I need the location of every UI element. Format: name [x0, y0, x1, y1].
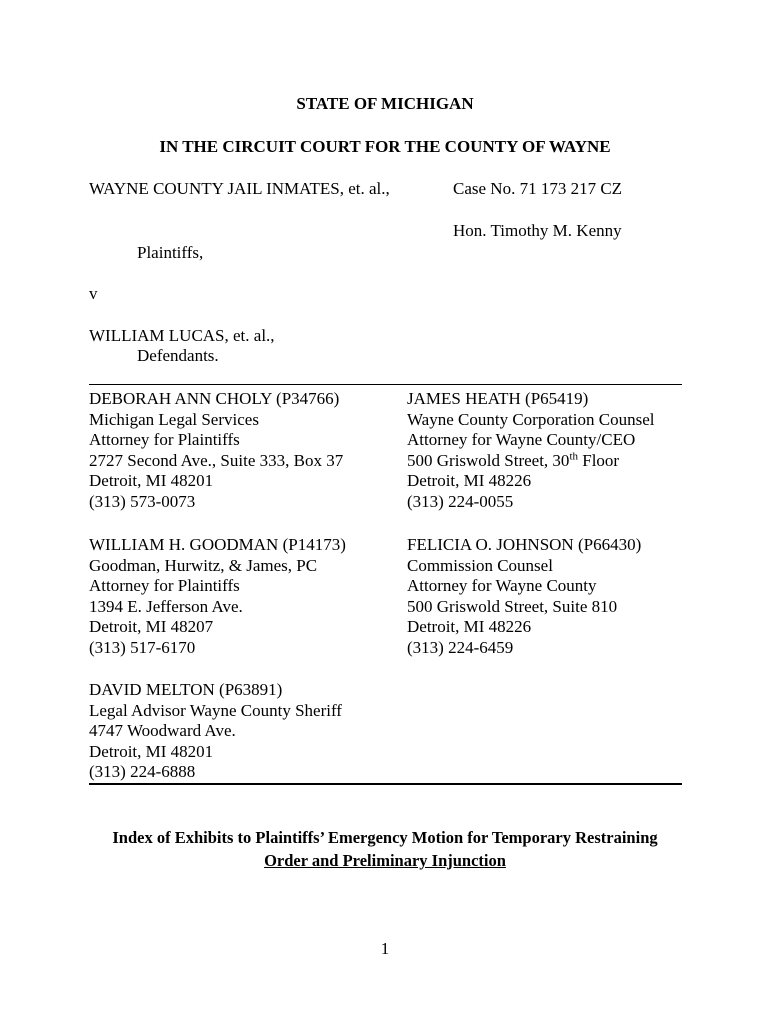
attorney-city: Detroit, MI 48226: [407, 617, 532, 637]
attorney-org: Wayne County Corporation Counsel: [407, 409, 655, 429]
document-title-line1: Index of Exhibits to Plaintiffs’ Emergency Motion for Temporary Restraining: [112, 828, 658, 847]
case-number: Case No. 71 173 217 CZ: [453, 179, 623, 198]
attorney-org: Goodman, Hurwitz, & James, PC: [89, 555, 318, 575]
document-title-line2: [0, 850, 770, 872]
versus-label: v: [89, 284, 98, 303]
counsel-block-goodman: [89, 535, 346, 659]
counsel-block-melton: [89, 680, 342, 783]
counsel-block-heath: [407, 389, 654, 513]
counsel-block-johnson: [407, 535, 641, 659]
attorney-city: Detroit, MI 48201: [89, 471, 214, 491]
attorney-city: Detroit, MI 48207: [89, 617, 214, 637]
attorney-address: 2727 Second Ave., Suite 333, Box 37: [89, 450, 344, 470]
attorney-name: WILLIAM H. GOODMAN (P14173): [89, 535, 346, 554]
document-title-line2-text: Order and Preliminary Injunction: [264, 851, 506, 870]
attorney-role: Attorney for Wayne County/CEO: [407, 430, 636, 450]
attorney-address: [407, 451, 654, 472]
plaintiffs-name: WAYNE COUNTY JAIL INMATES, et. al.,: [89, 179, 390, 198]
defendants-label: Defendants.: [137, 346, 219, 365]
attorney-org: Legal Advisor Wayne County Sheriff: [89, 700, 342, 720]
attorney-phone: (313) 224-0055: [407, 491, 514, 511]
attorney-name: FELICIA O. JOHNSON (P66430): [407, 535, 642, 554]
attorney-name: JAMES HEATH (P65419): [407, 389, 589, 408]
attorney-phone: (313) 224-6459: [407, 637, 514, 657]
attorney-role: Attorney for Plaintiffs: [89, 430, 240, 450]
plaintiffs-label: Plaintiffs,: [137, 243, 204, 262]
attorney-role: Attorney for Plaintiffs: [89, 576, 240, 596]
address-street: 500 Griswold Street, 30: [407, 450, 570, 470]
address-floor: Floor: [578, 450, 620, 470]
attorney-role: Attorney for Wayne County: [407, 576, 597, 596]
attorney-org: Michigan Legal Services: [89, 409, 259, 429]
state-heading: STATE OF MICHIGAN: [296, 94, 474, 113]
attorney-address: 4747 Woodward Ave.: [89, 721, 236, 741]
attorney-org: Commission Counsel: [407, 555, 553, 575]
counsel-top-rule: [89, 384, 682, 385]
attorney-phone: (313) 573-0073: [89, 491, 196, 511]
defendants-name: WILLIAM LUCAS, et. al.,: [89, 326, 275, 345]
attorney-name: DEBORAH ANN CHOLY (P34766): [89, 389, 340, 408]
attorney-address: 500 Griswold Street, Suite 810: [407, 596, 618, 616]
attorney-address: 1394 E. Jefferson Ave.: [89, 596, 243, 616]
court-heading: IN THE CIRCUIT COURT FOR THE COUNTY OF WAYNE: [159, 137, 611, 156]
page-number: 1: [380, 939, 390, 958]
judge-name: Hon. Timothy M. Kenny: [453, 221, 622, 240]
counsel-bottom-rule: [89, 783, 682, 785]
counsel-block-choly: [89, 389, 343, 513]
ordinal-suffix: th: [569, 450, 578, 463]
attorney-name: DAVID MELTON (P63891): [89, 680, 283, 699]
attorney-phone: (313) 517-6170: [89, 637, 196, 657]
attorney-phone: (313) 224-6888: [89, 762, 196, 782]
attorney-city: Detroit, MI 48201: [89, 741, 214, 761]
attorney-city: Detroit, MI 48226: [407, 471, 532, 491]
